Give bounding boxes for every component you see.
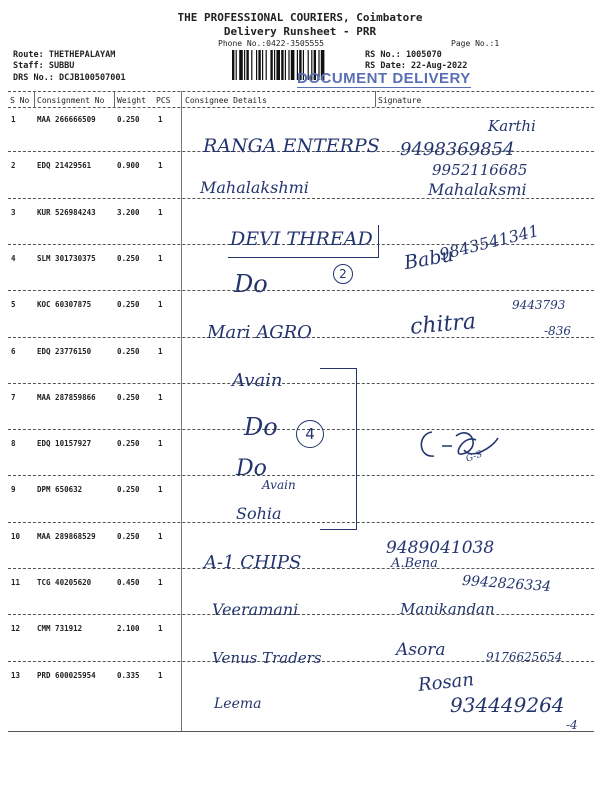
barcode-bar	[285, 50, 286, 80]
signature-12-name: Asora	[396, 640, 446, 660]
signature-13-phone-suffix: -4	[566, 718, 578, 732]
row-sno: 4	[11, 254, 16, 263]
document-delivery-stamp: DOCUMENT DELIVERY	[297, 70, 471, 87]
row-weight: 2.100	[117, 624, 140, 633]
row-consignment-no: KUR 526984243	[37, 208, 96, 217]
header-rule-bottom	[8, 107, 594, 108]
barcode-bar	[244, 50, 245, 80]
row-consignment-no: EDQ 21429561	[37, 161, 92, 170]
row-pcs: 1	[158, 485, 163, 494]
row-weight: 3.200	[117, 208, 140, 217]
row-weight: 0.250	[117, 115, 140, 124]
row-consignment-no: MAA 266666509	[37, 115, 96, 124]
row-pcs: 1	[158, 115, 163, 124]
row-pcs: 1	[158, 347, 163, 356]
barcode-bar	[288, 50, 289, 80]
row-weight: 0.250	[117, 485, 140, 494]
barcode-bar	[246, 50, 248, 80]
row-consignment-no: MAA 287859866	[37, 393, 96, 402]
signature-2-phone: 9952116685	[432, 161, 528, 179]
signature-10-phone: 9489041038	[386, 538, 495, 558]
row-separator	[8, 614, 594, 615]
consignee-4-handwriting: Do	[234, 270, 268, 298]
row-weight: 0.450	[117, 578, 140, 587]
row-sno: 5	[11, 300, 16, 309]
row-weight: 0.250	[117, 393, 140, 402]
consignee-1-handwriting: RANGA ENTERPS	[203, 135, 380, 157]
row-separator	[8, 522, 594, 523]
rs-date: RS Date: 22-Aug-2022	[365, 61, 468, 71]
row-pcs: 1	[158, 532, 163, 541]
row-consignment-no: TCG 40205620	[37, 578, 92, 587]
consignee-3-handwriting: DEVI THREAD	[230, 228, 373, 250]
signature-10-name: A.Bena	[391, 556, 438, 571]
row-sno: 8	[11, 439, 16, 448]
consignee-5-handwriting: Mari AGRO	[207, 322, 312, 343]
consignee-13-handwriting: Leema	[214, 696, 262, 712]
row-sno: 7	[11, 393, 16, 402]
col-weight: Weight	[117, 96, 146, 105]
row-sno: 9	[11, 485, 16, 494]
staff: Staff: SUBBU	[13, 61, 75, 71]
consignee-2-handwriting: Mahalakshmi	[200, 178, 309, 197]
row-pcs: 1	[158, 393, 163, 402]
table-bottom-rule	[8, 731, 594, 732]
row-sno: 10	[11, 532, 21, 541]
row-consignment-no: DPM 650632	[37, 485, 83, 494]
phone-number: Phone No.:0422-3505555	[218, 39, 324, 48]
signature-1-phone: 9498369854	[400, 139, 515, 160]
row-weight: 0.335	[117, 671, 140, 680]
barcode-bar	[266, 50, 267, 80]
page-number: Page No.:1	[451, 39, 500, 48]
signature-12-phone: 9176625654	[486, 650, 563, 664]
row-pcs: 1	[158, 624, 163, 633]
row-pcs: 1	[158, 578, 163, 587]
quantity-circle-2: 2	[333, 264, 353, 284]
row-separator	[8, 475, 594, 476]
consignee-10-handwriting: A-1 CHIPS	[204, 552, 302, 573]
col-separator	[375, 91, 376, 107]
row-consignment-no: EDQ 23776150	[37, 347, 92, 356]
row-pcs: 1	[158, 161, 163, 170]
row-consignment-no: MAA 289868529	[37, 532, 96, 541]
barcode-bar	[270, 50, 272, 80]
consignee-12-handwriting: Venus Traders	[212, 649, 322, 667]
barcode-bar	[281, 50, 283, 80]
consignee-11-handwriting: Veeramani	[212, 600, 299, 619]
barcode-bar	[258, 50, 260, 80]
row-consignment-no: SLM 301730375	[37, 254, 96, 263]
header-rule-top	[8, 91, 594, 92]
signature-5-phone: 9443793	[512, 298, 566, 312]
signature-7-label: G-S	[464, 449, 484, 465]
row-weight: 0.900	[117, 161, 140, 170]
barcode-bar	[262, 50, 263, 80]
signature-2-name: Mahalaksmi	[428, 180, 527, 199]
col-pcs: PCS	[156, 96, 171, 105]
route: Route: THETHEPALAYAM	[13, 50, 116, 60]
signature-13-phone: 934449264	[450, 693, 565, 717]
row-separator	[8, 383, 594, 384]
col-consignment: Consignment No	[37, 96, 105, 105]
row-consignment-no: EDQ 10157927	[37, 439, 92, 448]
signature-4-phone: 9843541341	[437, 220, 541, 264]
signature-13-name: Rosan	[417, 669, 475, 696]
row-weight: 0.250	[117, 439, 140, 448]
col-signature: Signature	[378, 96, 422, 105]
row-pcs: 1	[158, 300, 163, 309]
row-consignment-no: PRD 600025954	[37, 671, 96, 680]
row-sno: 1	[11, 115, 16, 124]
quantity-circle-4: 4	[296, 420, 324, 448]
company-title: THE PROFESSIONAL COURIERS, Coimbatore	[177, 11, 423, 24]
barcode-bar	[251, 50, 252, 80]
signature-11-name: Manikandan	[400, 600, 495, 618]
barcode-bar	[276, 50, 280, 80]
sheet-subtitle: Delivery Runsheet - PRR	[223, 25, 377, 38]
row-sno: 12	[11, 624, 21, 633]
row-sno: 6	[11, 347, 16, 356]
barcode-bar	[236, 50, 237, 80]
signature-5-phone-suffix: -836	[544, 324, 571, 338]
consignee-8b-handwriting: Avain	[262, 478, 296, 492]
row-consignment-no: CMM 731912	[37, 624, 83, 633]
row-sno: 13	[11, 671, 21, 680]
row-pcs: 1	[158, 439, 163, 448]
row-pcs: 1	[158, 254, 163, 263]
row-sno: 2	[11, 161, 16, 170]
barcode-bar	[256, 50, 257, 80]
barcode-bar	[274, 50, 275, 80]
consignee-6-handwriting: Avain	[232, 370, 283, 391]
consignee-9-handwriting: Sohia	[236, 504, 282, 523]
row-pcs: 1	[158, 208, 163, 217]
row-separator	[8, 290, 594, 291]
consignee-8-handwriting: Do	[236, 456, 267, 481]
signature-5-name: chitra	[409, 309, 477, 340]
col-separator	[114, 91, 115, 107]
row-weight: 0.250	[117, 532, 140, 541]
bracket-6-9	[320, 368, 357, 530]
row-weight: 0.250	[117, 300, 140, 309]
row-weight: 0.250	[117, 347, 140, 356]
col-consignee: Consignee Details	[185, 96, 267, 105]
signature-11-phone: 9942826334	[461, 572, 552, 596]
row-weight: 0.250	[117, 254, 140, 263]
signature-4-name: Babu	[402, 243, 456, 275]
drs-number: DRS No.: DCJB100507001	[13, 73, 126, 83]
col-sno: S No	[10, 96, 30, 105]
signature-1-name: Karthi	[488, 117, 536, 135]
col-separator	[34, 91, 35, 107]
barcode-bar	[232, 50, 234, 80]
consignee-7-handwriting: Do	[244, 413, 278, 441]
signature-7-scribble	[412, 420, 502, 470]
row-sno: 3	[11, 208, 16, 217]
row-sno: 11	[11, 578, 21, 587]
consignee-column-line	[181, 91, 182, 731]
rs-number: RS No.: 1005070	[365, 50, 442, 60]
row-pcs: 1	[158, 671, 163, 680]
barcode-bar	[239, 50, 243, 80]
barcode-bar	[291, 50, 295, 80]
row-consignment-no: KOC 60307875	[37, 300, 92, 309]
